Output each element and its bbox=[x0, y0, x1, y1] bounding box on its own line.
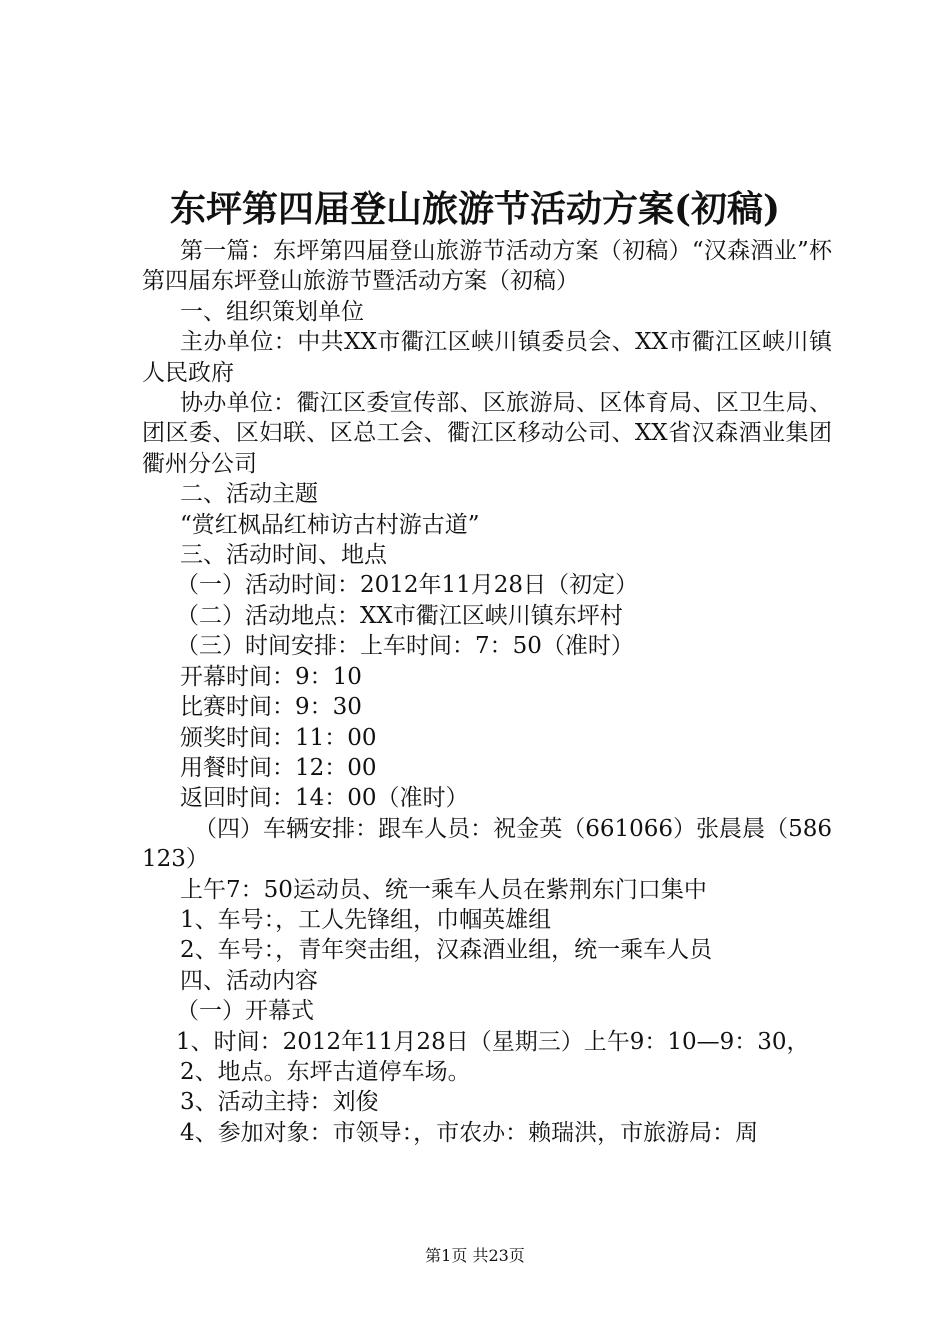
schedule-competition: 比赛时间：9：30 bbox=[180, 694, 362, 721]
heading-opening: （一）开幕式 bbox=[176, 998, 314, 1025]
heading-organizers: 一、组织策划单位 bbox=[180, 298, 364, 325]
heading-content: 四、活动内容 bbox=[180, 967, 318, 994]
paragraph-theme: “赏红枫品红柿访古村游古道” bbox=[180, 511, 480, 538]
heading-theme: 二、活动主题 bbox=[180, 481, 318, 508]
paragraph-attendees: 4、参加对象：市领导：，市农办：赖瑞洪，市旅游局：周 bbox=[180, 1119, 759, 1146]
paragraph-car-1: 1、车号：，工人先锋组，巾帼英雄组 bbox=[180, 906, 552, 933]
paragraph-car-2: 2、车号：，青年突击组，汉森酒业组，统一乘车人员 bbox=[180, 937, 713, 964]
paragraph-opening-time: 1、时间：2012年11月28日（星期三）上午9：10—9：30， bbox=[176, 1028, 810, 1055]
schedule-opening: 开幕时间：9：10 bbox=[180, 663, 362, 690]
heading-time-place: 三、活动时间、地点 bbox=[180, 542, 387, 569]
document-body bbox=[142, 236, 832, 1148]
paragraph-opening-place: 2、地点。东坪古道停车场。 bbox=[180, 1058, 471, 1085]
paragraph-host-person: 3、活动主持：刘俊 bbox=[180, 1089, 379, 1116]
page-footer: 第1页 共23页 bbox=[425, 1246, 525, 1265]
paragraph-schedule: （三）时间安排：上车时间：7：50（准时） bbox=[176, 633, 634, 660]
schedule-meal: 用餐时间：12：00 bbox=[180, 754, 377, 781]
schedule-award: 颁奖时间：11：00 bbox=[180, 724, 377, 751]
paragraph-gathering: 上午7：50运动员、统一乘车人员在紫荆东门口集中 bbox=[180, 876, 707, 903]
paragraph-event-place: （二）活动地点：XX市衢江区峡川镇东坪村 bbox=[176, 602, 623, 629]
paragraph-vehicles: （四）车辆安排：跟车人员：祝金英（661066）张晨晨（586123） bbox=[142, 815, 832, 873]
paragraph-event-time: （一）活动时间：2012年11月28日（初定） bbox=[176, 572, 639, 599]
paragraph-host: 主办单位：中共XX市衢江区峡川镇委员会、XX市衢江区峡川镇人民政府 bbox=[142, 329, 832, 386]
document-title: 东坪第四届登山旅游节活动方案(初稿) bbox=[169, 188, 781, 230]
paragraph-co-host: 协办单位：衢江区委宣传部、区旅游局、区体育局、区卫生局、团区委、区妇联、区总工会、衢江区移动公司、XX省汉森酒业集团衢州分公司 bbox=[142, 390, 832, 477]
paragraph-intro: 第一篇：东坪第四届登山旅游节活动方案（初稿）“汉森酒业”杯第四届东坪登山旅游节暨活动方案（初稿） bbox=[142, 238, 832, 295]
schedule-return: 返回时间：14：00（准时） bbox=[180, 785, 469, 812]
